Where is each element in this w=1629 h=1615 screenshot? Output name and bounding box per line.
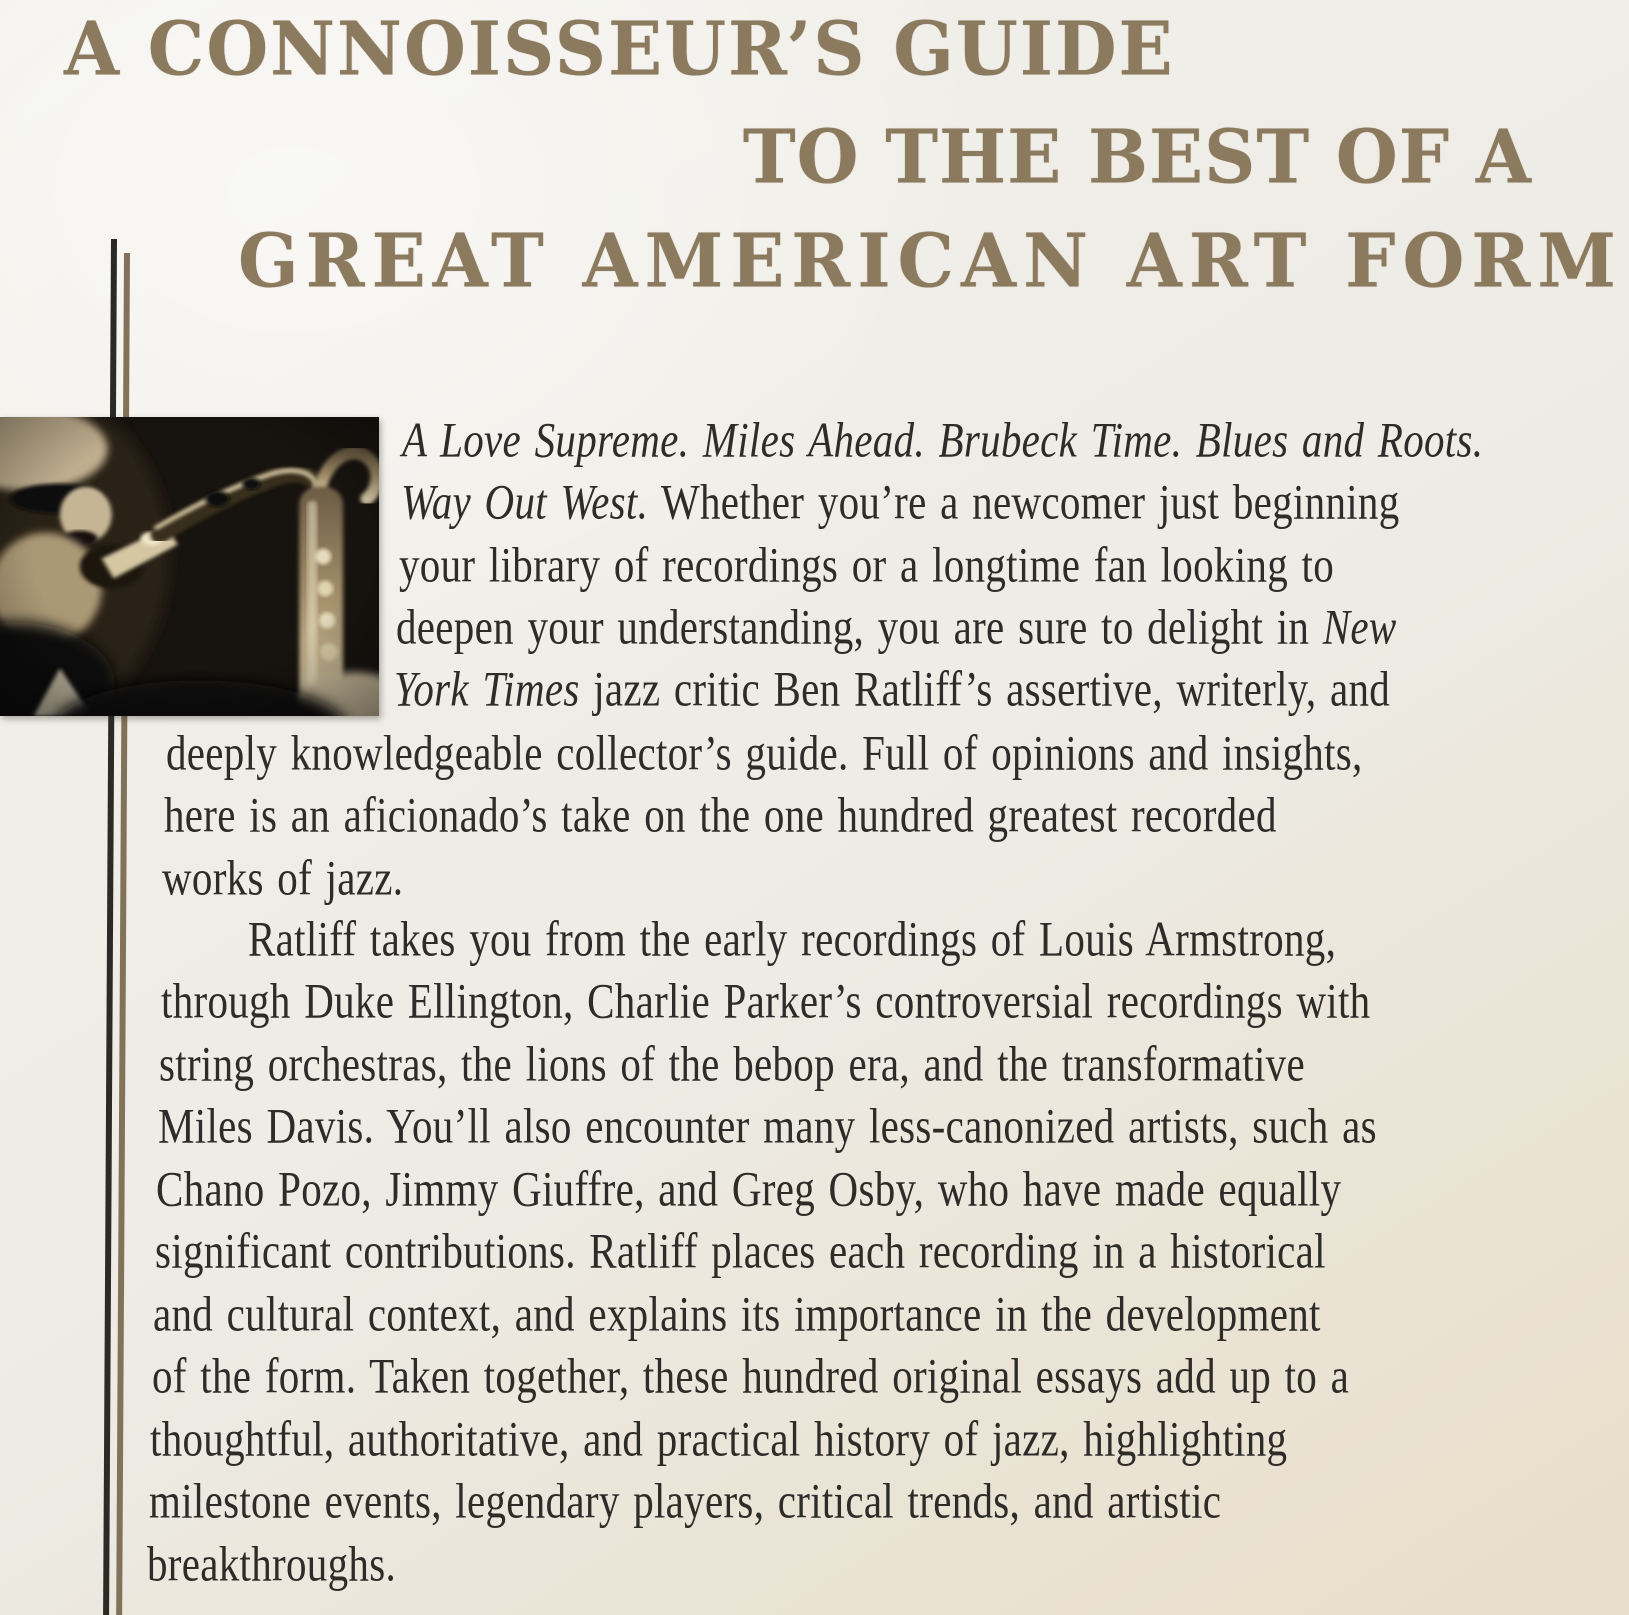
body-text-segment: here is an aficionado’s take on the one hundred greatest recorded bbox=[164, 786, 1277, 843]
body-text-line-4 bbox=[396, 596, 1397, 657]
body-text-italic-segment: A Love Supreme. Miles Ahead. Brubeck Time. Blues and Roots. bbox=[402, 411, 1484, 468]
body-text-line-5 bbox=[394, 658, 1390, 719]
body-text-segment: jazz critic Ben Ratliff’s assertive, writerly, and bbox=[579, 660, 1391, 717]
body-text-line-16 bbox=[152, 1345, 1349, 1406]
body-text-segment: breakthroughs. bbox=[147, 1535, 396, 1592]
body-text-line-8 bbox=[162, 847, 403, 908]
body-text-line-18 bbox=[149, 1470, 1221, 1531]
saxophonist-photo-art bbox=[0, 417, 379, 716]
body-text-line-12 bbox=[158, 1095, 1377, 1156]
body-text-segment: works of jazz. bbox=[162, 849, 404, 906]
headline-line-3: GREAT AMERICAN ART FORM bbox=[238, 216, 1623, 305]
body-text-segment: your library of recordings or a longtime fan looking to bbox=[399, 536, 1335, 593]
headline-line-1: A CONNOISSEUR’S GUIDE bbox=[64, 4, 1175, 93]
body-text-segment: through Duke Ellington, Charlie Parker’s controversial recordings with bbox=[161, 972, 1371, 1029]
body-text-line-6 bbox=[166, 722, 1363, 783]
body-text-line-2 bbox=[401, 471, 1400, 532]
saxophonist-photo bbox=[0, 417, 379, 716]
body-text-segment: string orchestras, the lions of the bebop era, and the transformative bbox=[159, 1035, 1305, 1092]
body-text-line-10 bbox=[161, 970, 1370, 1031]
body-text-segment: Miles Davis. You’ll also encounter many less-canonized artists, such as bbox=[158, 1097, 1377, 1154]
body-text-line-15 bbox=[153, 1283, 1321, 1344]
body-text-line-11 bbox=[159, 1033, 1305, 1094]
body-text-line-1 bbox=[402, 409, 1483, 470]
body-text-line-17 bbox=[150, 1408, 1287, 1469]
body-text-segment: significant contributions. Ratliff places each recording in a historical bbox=[155, 1222, 1326, 1279]
body-text-segment: deeply knowledgeable collector’s guide. Full of opinions and insights, bbox=[166, 724, 1363, 781]
body-text-segment: Chano Pozo, Jimmy Giuffre, and Greg Osby, who have made equally bbox=[156, 1160, 1342, 1217]
body-text-line-14 bbox=[155, 1220, 1326, 1281]
body-text-italic-segment: York Times bbox=[394, 660, 580, 717]
body-text-italic-segment: New bbox=[1322, 598, 1397, 655]
body-text-line-3 bbox=[399, 534, 1334, 595]
body-text-segment: and cultural context, and explains its importance in the development bbox=[153, 1285, 1321, 1342]
body-text-line-9 bbox=[248, 908, 1336, 969]
body-text-segment: Whether you’re a newcomer just beginning bbox=[648, 473, 1400, 530]
body-text-line-7 bbox=[164, 784, 1277, 845]
body-text-line-19 bbox=[147, 1533, 396, 1594]
body-text-segment: deepen your understanding, you are sure to delight in bbox=[396, 598, 1323, 655]
headline-line-2: TO THE BEST OF A bbox=[742, 112, 1532, 201]
body-text-italic-segment: Way Out West. bbox=[401, 473, 649, 530]
body-text-segment: milestone events, legendary players, critical trends, and artistic bbox=[149, 1472, 1222, 1529]
body-text-segment: of the form. Taken together, these hundred original essays add up to a bbox=[152, 1347, 1350, 1404]
body-text-line-13 bbox=[156, 1158, 1341, 1219]
body-text-segment: thoughtful, authoritative, and practical history of jazz, highlighting bbox=[150, 1410, 1288, 1467]
body-text-segment: Ratliff takes you from the early recordings of Louis Armstrong, bbox=[248, 910, 1337, 967]
